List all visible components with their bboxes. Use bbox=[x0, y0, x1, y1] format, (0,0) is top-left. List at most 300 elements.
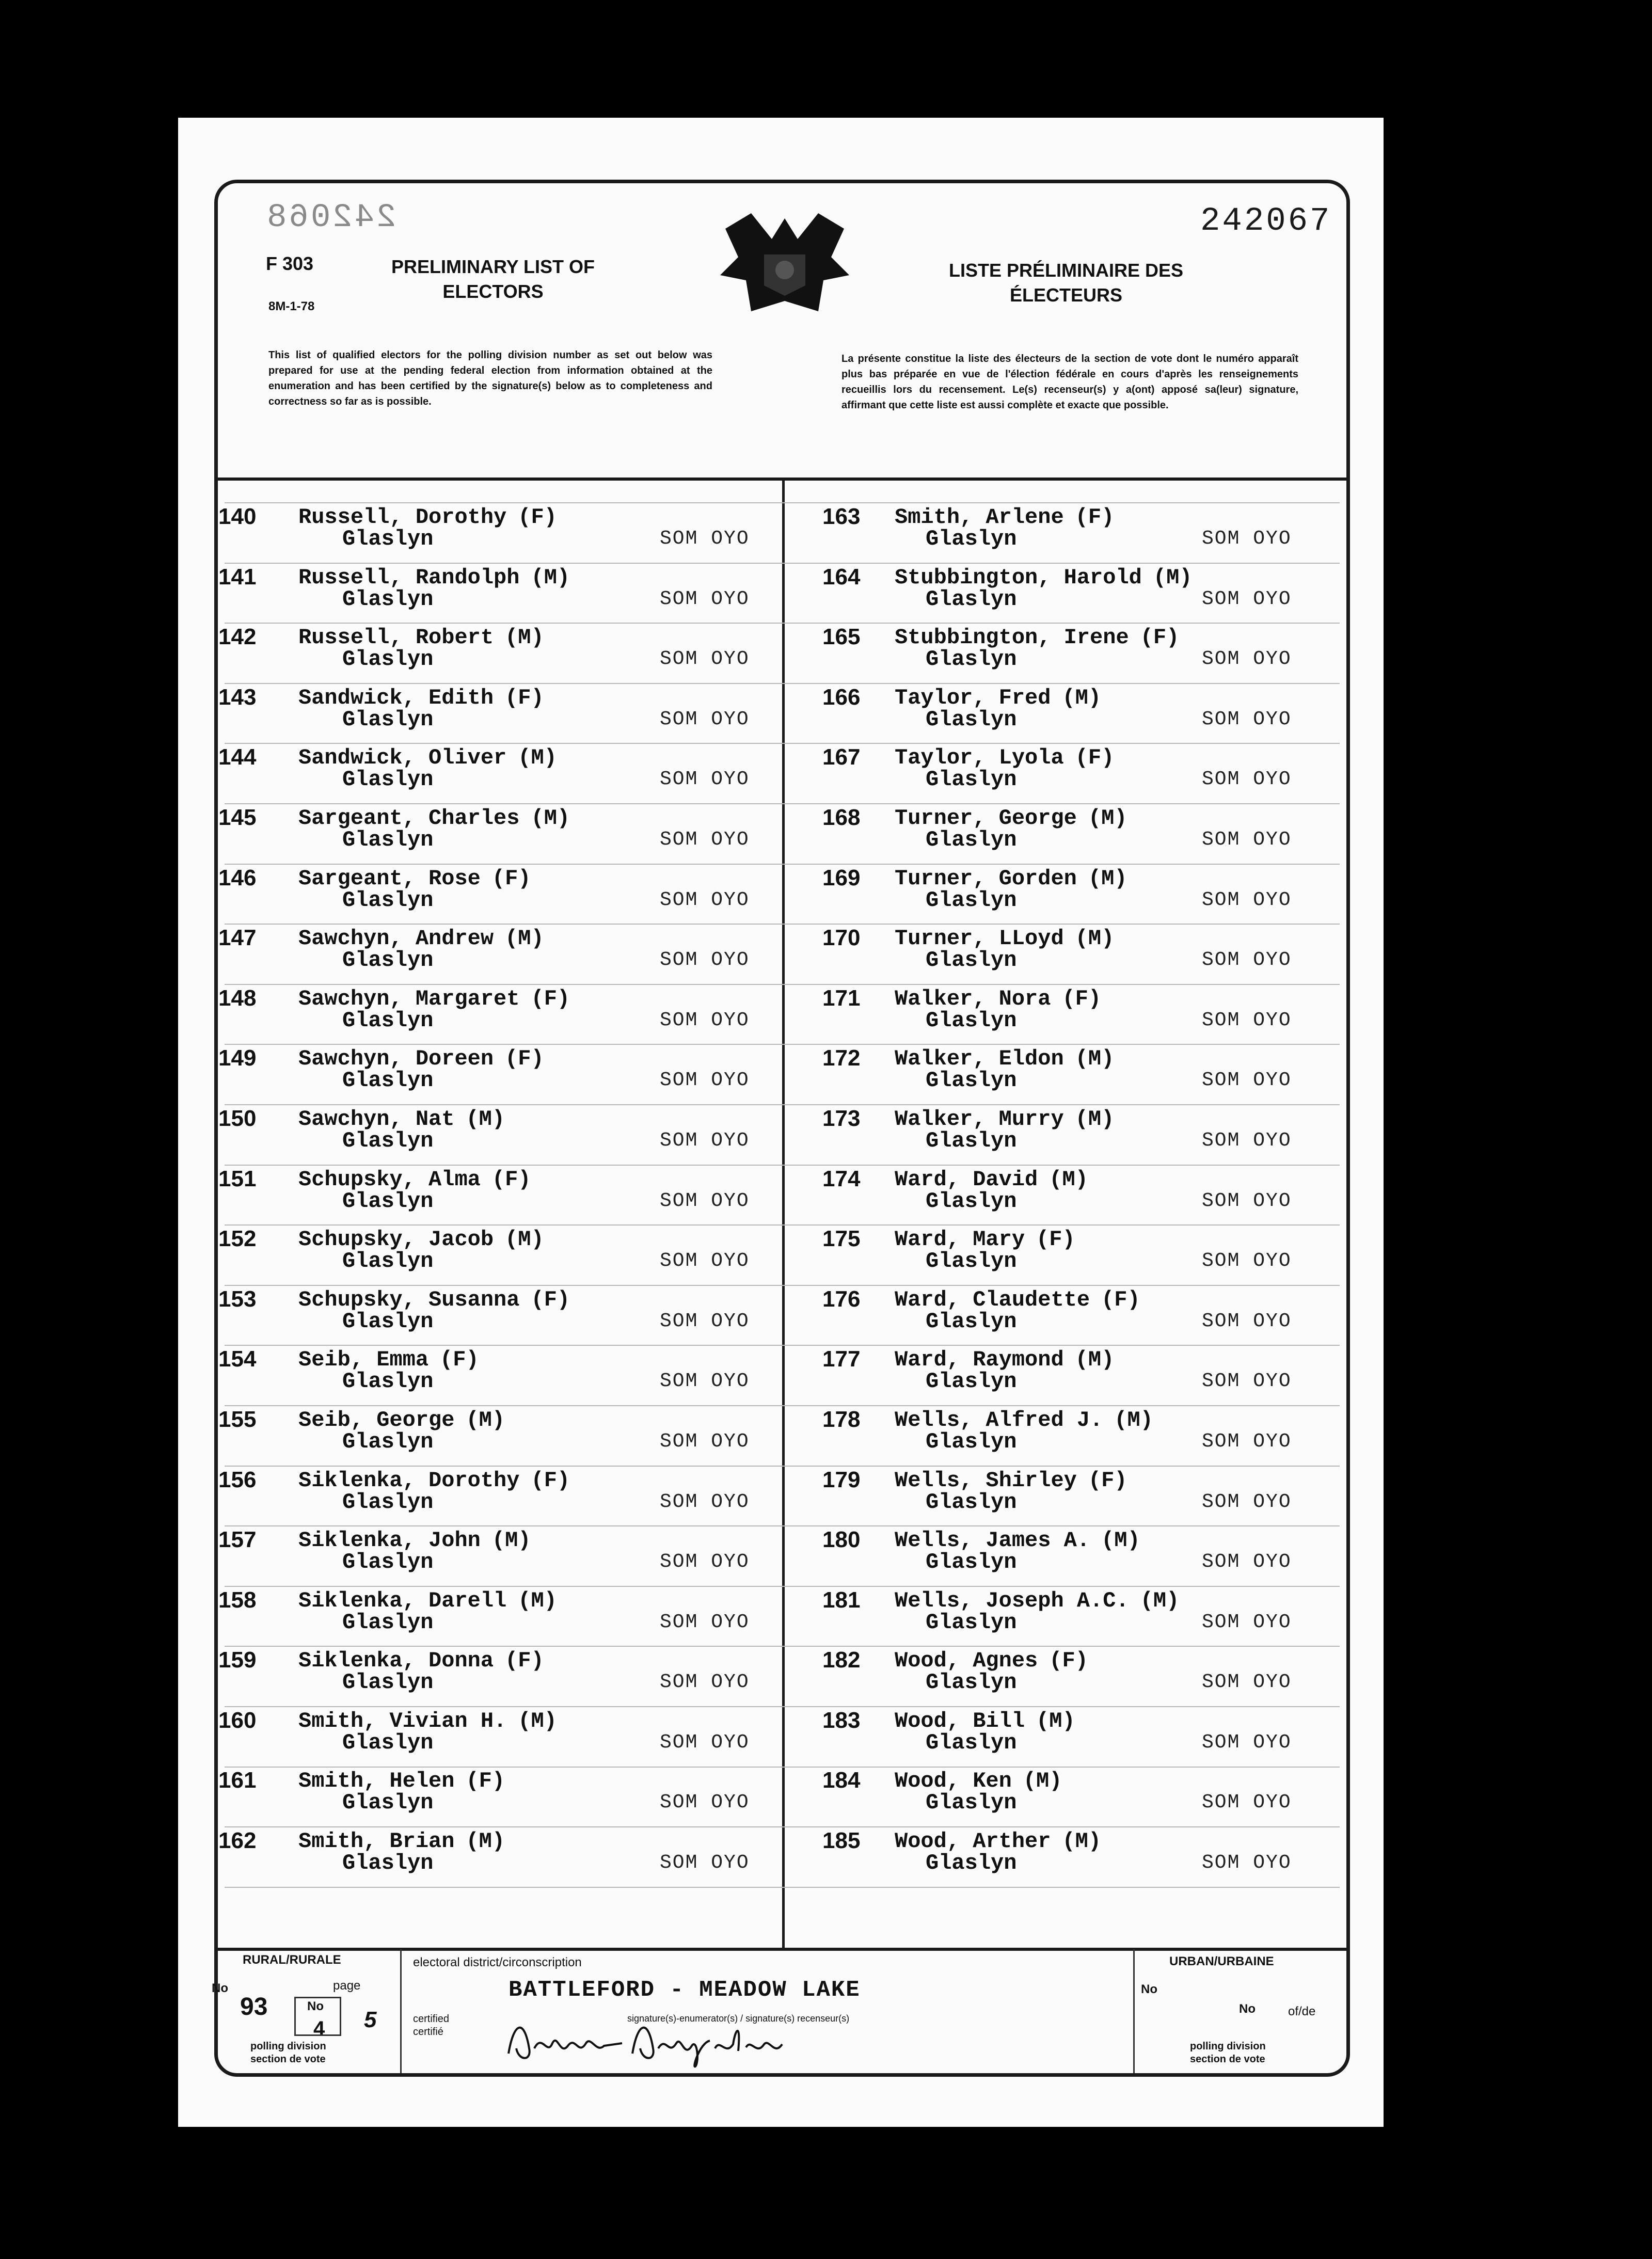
elector-residence: Glaslyn bbox=[342, 1489, 434, 1515]
elector-poll-code: SOM OYO bbox=[660, 1250, 750, 1272]
notice-english: This list of qualified electors for the polling division number as set out below was prepared for use at the pending federal election from information obtained at the enumeration and has been certified by the signature(s) below as to completeness and correctness so far as is possible. bbox=[268, 349, 712, 407]
elector-name bbox=[298, 1769, 505, 1793]
elector-name-text: Stubbington, Irene bbox=[895, 625, 1129, 650]
elector-residence: Glaslyn bbox=[926, 527, 1017, 551]
elector-name bbox=[298, 1046, 544, 1071]
elector-residence: Glaslyn bbox=[342, 1249, 434, 1274]
elector-number: 165 bbox=[822, 624, 861, 650]
elector-number: 185 bbox=[822, 1828, 861, 1854]
elector-sex: (F) bbox=[1062, 986, 1102, 1011]
elector-sex: (F) bbox=[505, 685, 544, 710]
elector-number: 142 bbox=[218, 624, 257, 650]
footer-field-divider bbox=[400, 1949, 402, 2073]
elector-name bbox=[298, 1227, 544, 1252]
elector-number: 154 bbox=[218, 1346, 257, 1372]
elector-name bbox=[895, 1408, 1153, 1433]
elector-sex: (F) bbox=[491, 866, 531, 891]
elector-name bbox=[298, 1107, 505, 1132]
elector-sex: (F) bbox=[505, 1648, 544, 1674]
elector-sex: (M) bbox=[491, 1528, 531, 1553]
elector-entry bbox=[822, 1045, 1328, 1106]
elector-column-left bbox=[218, 504, 766, 1888]
elector-number: 184 bbox=[822, 1768, 861, 1793]
elector-entry bbox=[218, 1527, 766, 1587]
elector-sex: (M) bbox=[1153, 565, 1193, 590]
elector-name bbox=[298, 686, 544, 710]
elector-entry bbox=[822, 685, 1328, 745]
elector-residence: Glaslyn bbox=[342, 1309, 434, 1334]
elector-poll-code: SOM OYO bbox=[660, 587, 750, 610]
elector-residence: Glaslyn bbox=[926, 1730, 1017, 1755]
elector-sex: (M) bbox=[1088, 805, 1127, 831]
elector-entry bbox=[218, 1106, 766, 1166]
elector-sex: (M) bbox=[505, 926, 544, 951]
elector-poll-code: SOM OYO bbox=[1202, 1250, 1292, 1272]
elector-sex: (M) bbox=[1075, 1106, 1115, 1132]
elector-name-text: Siklenka, Donna bbox=[298, 1648, 494, 1674]
elector-name-text: Sargeant, Rose bbox=[298, 866, 481, 891]
elector-entry bbox=[822, 1106, 1328, 1166]
elector-entry bbox=[218, 1467, 766, 1528]
elector-sex: (F) bbox=[440, 1347, 479, 1373]
elector-name bbox=[298, 1408, 505, 1433]
elector-sex: (F) bbox=[531, 1468, 570, 1493]
elector-name-text: Sawchyn, Andrew bbox=[298, 926, 494, 951]
elector-poll-code: SOM OYO bbox=[1202, 1490, 1292, 1513]
elector-name bbox=[895, 625, 1179, 650]
elector-poll-code: SOM OYO bbox=[1202, 1551, 1292, 1573]
elector-number: 148 bbox=[218, 985, 257, 1011]
elector-poll-code: SOM OYO bbox=[660, 1791, 750, 1814]
elector-name-text: Wells, Joseph A.C. bbox=[895, 1588, 1129, 1613]
elector-name bbox=[895, 1107, 1114, 1132]
elector-entry bbox=[218, 805, 766, 865]
elector-name-text: Walker, Murry bbox=[895, 1106, 1064, 1132]
elector-poll-code: SOM OYO bbox=[660, 1551, 750, 1573]
elector-residence: Glaslyn bbox=[342, 948, 434, 973]
elector-name-text: Sandwick, Oliver bbox=[298, 745, 507, 771]
elector-name-text: Wells, Alfred J. bbox=[895, 1407, 1103, 1433]
elector-number: 180 bbox=[822, 1527, 861, 1553]
urban-polling-division-label-en: polling division bbox=[1190, 2041, 1266, 2052]
elector-name bbox=[895, 987, 1101, 1011]
elector-entry bbox=[822, 1346, 1328, 1407]
page-number: 4 bbox=[313, 2017, 325, 2040]
certified-label-fr: certifié bbox=[413, 2026, 443, 2038]
elector-name-text: Turner, George bbox=[895, 805, 1077, 831]
elector-name-text: Walker, Nora bbox=[895, 986, 1051, 1011]
elector-entry bbox=[822, 1587, 1328, 1648]
elector-sex: (F) bbox=[1088, 1468, 1127, 1493]
page-label: page bbox=[333, 1979, 361, 1993]
elector-name-text: Russell, Randolph bbox=[298, 565, 520, 590]
elector-entry bbox=[822, 985, 1328, 1046]
page-total: 5 bbox=[364, 2007, 377, 2032]
elector-sex: (F) bbox=[1049, 1648, 1088, 1674]
elector-name-text: Smith, Arlene bbox=[895, 505, 1064, 530]
elector-number: 156 bbox=[218, 1467, 257, 1492]
elector-name-text: Siklenka, Dorothy bbox=[298, 1468, 520, 1493]
elector-residence: Glaslyn bbox=[926, 1128, 1017, 1153]
elector-number: 168 bbox=[822, 804, 861, 830]
elector-residence: Glaslyn bbox=[342, 647, 434, 672]
elector-entry bbox=[218, 1045, 766, 1106]
elector-entry bbox=[822, 1527, 1328, 1587]
elector-name-text: Seib, Emma bbox=[298, 1347, 429, 1373]
elector-number: 170 bbox=[822, 925, 861, 951]
elector-number: 175 bbox=[822, 1226, 861, 1252]
elector-entry bbox=[218, 1587, 766, 1648]
notice-french: La présente constitue la liste des électeurs de la section de vote dont le numéro apparaît plus bas préparée en vue de l'élection fédérale en cours d'après les renseignements recueillis lors du recensement. Le(s) recenseur(s) y a(ont) apposé sa(leur) signature, affirmant que cette liste est aussi complète et exacte que possible. bbox=[841, 353, 1298, 411]
elector-sex: (M) bbox=[466, 1407, 505, 1433]
elector-poll-code: SOM OYO bbox=[1202, 1731, 1292, 1754]
elector-sex: (M) bbox=[505, 625, 544, 650]
title-french-line2: ÉLECTEURS bbox=[1009, 284, 1123, 306]
elector-residence: Glaslyn bbox=[342, 1851, 434, 1876]
elector-name-text: Wood, Agnes bbox=[895, 1648, 1038, 1674]
elector-residence: Glaslyn bbox=[342, 707, 434, 732]
elector-name bbox=[298, 1287, 570, 1312]
elector-name bbox=[895, 565, 1193, 590]
elector-residence: Glaslyn bbox=[342, 1068, 434, 1093]
elector-residence: Glaslyn bbox=[926, 1610, 1017, 1635]
elector-sex: (M) bbox=[1062, 1829, 1102, 1854]
form-code: F 303 bbox=[266, 253, 314, 274]
elector-residence: Glaslyn bbox=[926, 647, 1017, 672]
elector-sex: (M) bbox=[1075, 1347, 1115, 1373]
elector-residence: Glaslyn bbox=[342, 1790, 434, 1816]
elector-number: 150 bbox=[218, 1105, 257, 1131]
elector-entry bbox=[218, 1286, 766, 1347]
elector-poll-code: SOM OYO bbox=[1202, 587, 1292, 610]
elector-residence: Glaslyn bbox=[926, 586, 1017, 612]
elector-poll-code: SOM OYO bbox=[1202, 708, 1292, 730]
elector-name bbox=[298, 1829, 505, 1854]
elector-poll-code: SOM OYO bbox=[660, 949, 750, 972]
elector-number: 177 bbox=[822, 1346, 861, 1372]
elector-name-text: Schupsky, Jacob bbox=[298, 1227, 494, 1252]
elector-poll-code: SOM OYO bbox=[1202, 1310, 1292, 1332]
form-date: 8M-1-78 bbox=[268, 299, 315, 313]
elector-poll-code: SOM OYO bbox=[1202, 949, 1292, 972]
elector-number: 161 bbox=[218, 1768, 257, 1793]
elector-name-text: Wells, James A. bbox=[895, 1528, 1090, 1553]
elector-number: 183 bbox=[822, 1707, 861, 1733]
elector-poll-code: SOM OYO bbox=[1202, 1009, 1292, 1031]
elector-sex: (F) bbox=[466, 1769, 505, 1794]
elector-poll-code: SOM OYO bbox=[660, 1310, 750, 1332]
urban-page-no-label: No bbox=[1239, 2002, 1256, 2016]
elector-residence: Glaslyn bbox=[342, 887, 434, 913]
elector-name bbox=[895, 926, 1114, 951]
elector-entry bbox=[218, 985, 766, 1046]
elector-entry bbox=[218, 1768, 766, 1828]
elector-residence: Glaslyn bbox=[926, 948, 1017, 973]
elector-name bbox=[895, 1347, 1114, 1372]
elector-residence: Glaslyn bbox=[342, 827, 434, 852]
elector-poll-code: SOM OYO bbox=[1202, 1069, 1292, 1092]
elector-name bbox=[298, 987, 570, 1011]
elector-residence: Glaslyn bbox=[926, 1550, 1017, 1575]
elector-sex: (F) bbox=[1101, 1287, 1140, 1312]
elector-residence: Glaslyn bbox=[926, 1068, 1017, 1093]
elector-name bbox=[895, 686, 1101, 710]
elector-poll-code: SOM OYO bbox=[1202, 1129, 1292, 1152]
elector-residence: Glaslyn bbox=[926, 887, 1017, 913]
elector-name bbox=[895, 1588, 1179, 1613]
elector-entry bbox=[218, 504, 766, 564]
elector-name bbox=[895, 1709, 1075, 1733]
elector-residence: Glaslyn bbox=[926, 1369, 1017, 1394]
elector-name-text: Schupsky, Alma bbox=[298, 1167, 481, 1192]
elector-sex: (M) bbox=[1101, 1528, 1140, 1553]
elector-name bbox=[895, 1769, 1062, 1793]
elector-sex: (M) bbox=[1114, 1407, 1153, 1433]
elector-name bbox=[895, 1046, 1114, 1071]
elector-poll-code: SOM OYO bbox=[660, 1731, 750, 1754]
elector-name-text: Russell, Dorothy bbox=[298, 505, 507, 530]
elector-entry bbox=[218, 685, 766, 745]
elector-name bbox=[895, 1167, 1088, 1192]
elector-number: 159 bbox=[218, 1647, 257, 1673]
serial-number-bleed: 242068 bbox=[265, 199, 396, 236]
elector-poll-code: SOM OYO bbox=[660, 528, 750, 550]
elector-number: 152 bbox=[218, 1226, 257, 1252]
elector-sex: (F) bbox=[491, 1167, 531, 1192]
elector-poll-code: SOM OYO bbox=[660, 1069, 750, 1092]
urban-no-label: No bbox=[1141, 1982, 1157, 1996]
elector-sex: (F) bbox=[1075, 505, 1115, 530]
elector-entry bbox=[218, 564, 766, 625]
elector-name bbox=[298, 926, 544, 951]
elector-name-text: Sawchyn, Margaret bbox=[298, 986, 520, 1011]
elector-name-text: Turner, LLoyd bbox=[895, 926, 1064, 951]
polling-division-label-fr: section de vote bbox=[250, 2054, 326, 2065]
elector-poll-code: SOM OYO bbox=[660, 1370, 750, 1393]
elector-name bbox=[895, 1468, 1127, 1493]
elector-sex: (F) bbox=[531, 1287, 570, 1312]
title-english-line1: PRELIMINARY LIST OF bbox=[391, 256, 595, 277]
elector-entry bbox=[822, 504, 1328, 564]
elector-poll-code: SOM OYO bbox=[660, 1009, 750, 1031]
elector-poll-code: SOM OYO bbox=[1202, 1370, 1292, 1393]
elector-name-text: Sawchyn, Nat bbox=[298, 1106, 455, 1132]
column-divider bbox=[782, 478, 785, 1949]
elector-sex: (F) bbox=[518, 505, 557, 530]
elector-entry bbox=[218, 1166, 766, 1227]
elector-name-text: Sargeant, Charles bbox=[298, 805, 520, 831]
title-english bbox=[364, 254, 622, 304]
elector-number: 181 bbox=[822, 1587, 861, 1613]
urban-label: URBAN/URBAINE bbox=[1169, 1954, 1274, 1968]
elector-number: 144 bbox=[218, 744, 257, 770]
district-label: electoral district/circonscription bbox=[413, 1955, 582, 1969]
elector-name-text: Wood, Bill bbox=[895, 1708, 1025, 1733]
elector-number: 143 bbox=[218, 684, 257, 710]
elector-name bbox=[895, 1227, 1075, 1252]
elector-residence: Glaslyn bbox=[926, 1790, 1017, 1816]
elector-name bbox=[298, 1167, 531, 1192]
elector-poll-code: SOM OYO bbox=[660, 828, 750, 851]
elector-name bbox=[895, 806, 1127, 831]
elector-poll-code: SOM OYO bbox=[1202, 648, 1292, 671]
elector-number: 176 bbox=[822, 1286, 861, 1312]
elector-sex: (M) bbox=[518, 1588, 557, 1613]
elector-sex: (M) bbox=[1049, 1167, 1088, 1192]
elector-entry bbox=[218, 1407, 766, 1467]
elector-poll-code: SOM OYO bbox=[1202, 768, 1292, 791]
elector-entry bbox=[218, 1647, 766, 1708]
elector-entry bbox=[822, 805, 1328, 865]
elector-name-text: Sawchyn, Doreen bbox=[298, 1046, 494, 1072]
elector-name-text: Smith, Vivian H. bbox=[298, 1708, 507, 1733]
elector-name-text: Ward, Raymond bbox=[895, 1347, 1064, 1373]
elector-residence: Glaslyn bbox=[342, 767, 434, 792]
elector-residence: Glaslyn bbox=[342, 1670, 434, 1695]
elector-entry bbox=[218, 744, 766, 805]
elector-poll-code: SOM OYO bbox=[660, 1430, 750, 1453]
elector-entry bbox=[218, 865, 766, 926]
elector-entry bbox=[822, 624, 1328, 685]
elector-entry bbox=[822, 1286, 1328, 1347]
elector-name bbox=[298, 625, 544, 650]
elector-entry bbox=[822, 925, 1328, 985]
elector-name-text: Sandwick, Edith bbox=[298, 685, 494, 710]
elector-entry bbox=[218, 1346, 766, 1407]
title-french-line1: LISTE PRÉLIMINAIRE DES bbox=[948, 260, 1184, 281]
elector-entry bbox=[822, 1166, 1328, 1227]
elector-entry bbox=[218, 1226, 766, 1286]
elector-name bbox=[298, 806, 570, 831]
elector-entry bbox=[218, 925, 766, 985]
elector-name bbox=[298, 1648, 544, 1673]
elector-number: 145 bbox=[218, 804, 257, 830]
elector-number: 178 bbox=[822, 1406, 861, 1432]
elector-sex: (F) bbox=[1140, 625, 1180, 650]
elector-entry bbox=[822, 1647, 1328, 1708]
elector-name bbox=[298, 505, 557, 530]
polling-division-number: 93 bbox=[240, 1993, 268, 2021]
elector-number: 153 bbox=[218, 1286, 257, 1312]
elector-name-text: Russell, Robert bbox=[298, 625, 494, 650]
elector-sex: (F) bbox=[1075, 745, 1115, 771]
elector-sex: (M) bbox=[1062, 685, 1102, 710]
elector-name bbox=[895, 745, 1114, 770]
elector-sex: (M) bbox=[1023, 1769, 1062, 1794]
elector-entry bbox=[822, 1768, 1328, 1828]
elector-residence: Glaslyn bbox=[926, 1489, 1017, 1515]
elector-residence: Glaslyn bbox=[342, 1550, 434, 1575]
elector-column-right bbox=[822, 504, 1328, 1888]
elector-name-text: Stubbington, Harold bbox=[895, 565, 1142, 590]
elector-number: 166 bbox=[822, 684, 861, 710]
elector-name bbox=[298, 866, 531, 891]
elector-name-text: Wells, Shirley bbox=[895, 1468, 1077, 1493]
elector-number: 173 bbox=[822, 1105, 861, 1131]
elector-residence: Glaslyn bbox=[926, 767, 1017, 792]
elector-number: 147 bbox=[218, 925, 257, 951]
elector-poll-code: SOM OYO bbox=[660, 648, 750, 671]
page-no-label: No bbox=[307, 1999, 324, 2013]
elector-name bbox=[895, 505, 1114, 530]
elector-number: 163 bbox=[822, 504, 861, 529]
signature-label: signature(s)-enumerator(s) / signature(s) recenseur(s) bbox=[627, 2013, 850, 2024]
elector-residence: Glaslyn bbox=[342, 1369, 434, 1394]
elector-entry bbox=[822, 744, 1328, 805]
elector-poll-code: SOM OYO bbox=[1202, 1791, 1292, 1814]
elector-poll-code: SOM OYO bbox=[1202, 888, 1292, 911]
of-label: of/de bbox=[1288, 2005, 1316, 2018]
elector-name bbox=[298, 565, 570, 590]
elector-residence: Glaslyn bbox=[926, 1188, 1017, 1214]
elector-name-text: Schupsky, Susanna bbox=[298, 1287, 520, 1312]
elector-sex: (F) bbox=[505, 1046, 544, 1072]
elector-entry bbox=[822, 1828, 1328, 1888]
elector-residence: Glaslyn bbox=[342, 527, 434, 551]
certified-label-en: certified bbox=[413, 2013, 450, 2025]
polling-division-label-en: polling division bbox=[250, 2041, 326, 2052]
elector-name-text: Wood, Ken bbox=[895, 1769, 1012, 1794]
elector-sex: (F) bbox=[531, 986, 570, 1011]
elector-poll-code: SOM OYO bbox=[1202, 828, 1292, 851]
elector-sex: (M) bbox=[466, 1829, 505, 1854]
elector-sex: (M) bbox=[531, 565, 570, 590]
elector-residence: Glaslyn bbox=[342, 1188, 434, 1214]
elector-sex: (M) bbox=[518, 745, 557, 771]
elector-number: 172 bbox=[822, 1045, 861, 1071]
elector-name-text: Ward, Mary bbox=[895, 1227, 1025, 1252]
elector-name bbox=[895, 1528, 1140, 1553]
elector-name-text: Ward, Claudette bbox=[895, 1287, 1090, 1312]
elector-name-text: Siklenka, John bbox=[298, 1528, 481, 1553]
elector-residence: Glaslyn bbox=[342, 1730, 434, 1755]
elector-sex: (M) bbox=[1140, 1588, 1180, 1613]
ruled-line bbox=[225, 502, 1340, 503]
elector-name-text: Seib, George bbox=[298, 1407, 455, 1433]
elector-poll-code: SOM OYO bbox=[660, 1129, 750, 1152]
elector-entry bbox=[218, 1828, 766, 1888]
coat-of-arms-icon bbox=[715, 208, 854, 332]
elector-poll-code: SOM OYO bbox=[1202, 1611, 1292, 1633]
footer-field-divider-right bbox=[1133, 1949, 1135, 2073]
elector-entry bbox=[822, 1407, 1328, 1467]
elector-residence: Glaslyn bbox=[926, 1670, 1017, 1695]
elector-number: 160 bbox=[218, 1707, 257, 1733]
elector-entry bbox=[218, 624, 766, 685]
elector-poll-code: SOM OYO bbox=[660, 1611, 750, 1633]
title-english-line2: ELECTORS bbox=[442, 281, 544, 302]
elector-name bbox=[895, 1287, 1140, 1312]
elector-number: 151 bbox=[218, 1166, 257, 1191]
elector-number: 141 bbox=[218, 564, 257, 590]
elector-number: 155 bbox=[218, 1406, 257, 1432]
elector-residence: Glaslyn bbox=[926, 707, 1017, 732]
elector-residence: Glaslyn bbox=[926, 827, 1017, 852]
page-number-box bbox=[294, 1997, 341, 2036]
elector-poll-code: SOM OYO bbox=[660, 1671, 750, 1694]
elector-number: 164 bbox=[822, 564, 861, 590]
elector-number: 179 bbox=[822, 1467, 861, 1492]
elector-sex: (M) bbox=[1088, 866, 1127, 891]
elector-poll-code: SOM OYO bbox=[660, 1490, 750, 1513]
elector-number: 140 bbox=[218, 504, 257, 529]
enumerator-signature bbox=[503, 2012, 813, 2069]
elector-residence: Glaslyn bbox=[342, 1610, 434, 1635]
elector-number: 146 bbox=[218, 865, 257, 890]
serial-number: 242067 bbox=[1200, 203, 1332, 240]
elector-name-text: Wood, Arther bbox=[895, 1829, 1051, 1854]
elector-number: 162 bbox=[218, 1828, 257, 1854]
